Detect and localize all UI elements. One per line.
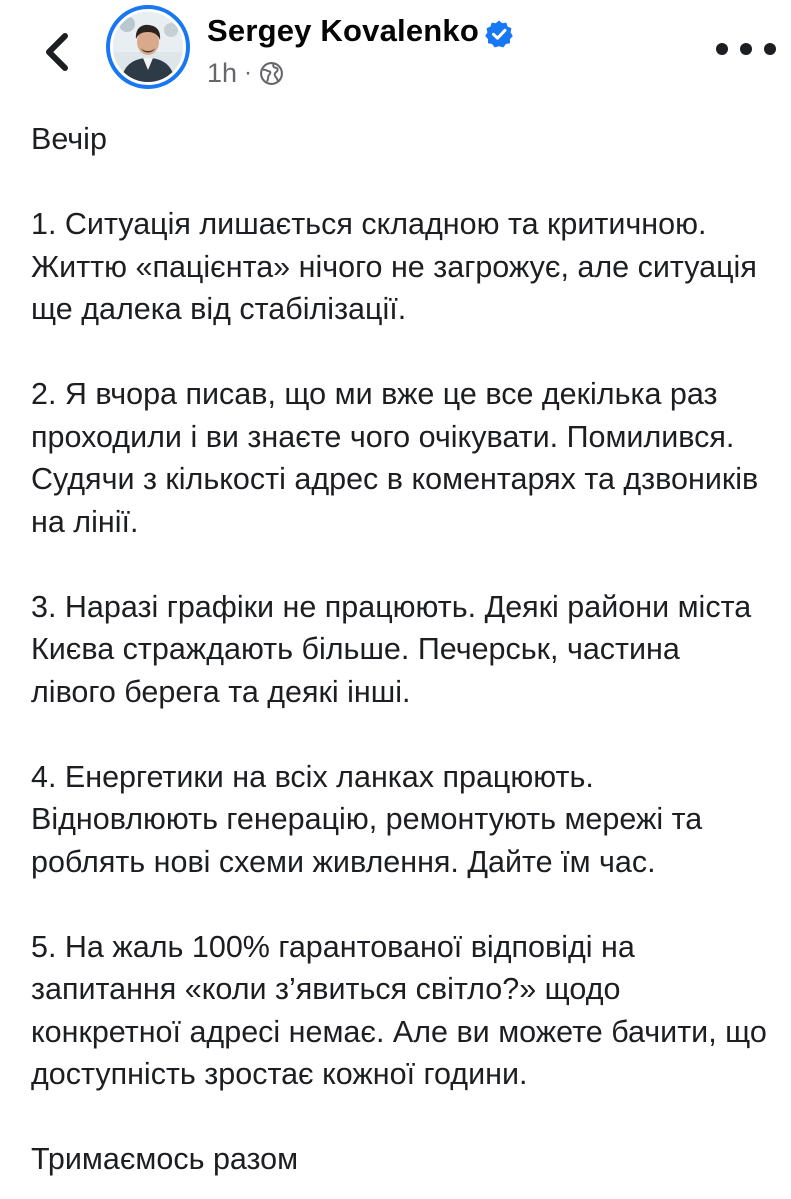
post-paragraph-2: 2. Я вчора писав, що ми вже це все декілька раз проходили і ви знаєте чого очікувати. Помилився. Судячи з кількості адрес в коментарях та дзвоників на лінії. [31,377,759,539]
paragraph-gap [31,713,771,756]
more-horizontal-icon-dot [764,43,776,55]
post-closing: Тримаємось разом [31,1142,299,1176]
paragraph-gap [31,883,771,926]
more-horizontal-icon-dot [740,43,752,55]
paragraph-gap [31,1096,771,1139]
avatar-image [113,12,183,82]
post-paragraph-3: 3. Наразі графіки не працюють. Деякі райони міста Києва страждають більше. Печерськ, частина лівого берега та деякі інші. [31,589,752,709]
chevron-left-icon [38,30,78,74]
paragraph-gap [31,331,771,374]
post-greeting: Вечір [31,122,107,156]
post-meta [207,58,284,88]
post-time[interactable]: 1h [207,57,238,88]
back-button[interactable] [38,30,78,74]
more-options-button[interactable] [716,37,776,61]
meta-separator: · [244,59,253,86]
globe-icon[interactable] [259,61,284,86]
author-avatar[interactable] [106,5,190,89]
verified-badge-icon [484,19,514,49]
paragraph-gap [31,161,771,204]
post-paragraph-1: 1. Ситуація лишається складною та критичною. Життю «пацієнта» нічого не загрожує, але ситуація ще далека від стабілізації. [31,207,757,326]
paragraph-gap [31,543,771,586]
post-text [31,118,771,1181]
author-name[interactable]: Sergey Kovalenko [207,13,479,48]
more-horizontal-icon-dot [716,43,728,55]
post-header [0,0,791,112]
post-paragraph-4: 4. Енергетики на всіх ланках працюють. Відновлюють генерацію, ремонтують мережі та роблять нові схеми живлення. Дайте їм час. [31,759,703,879]
post-paragraph-5: 5. На жаль 100% гарантованої відповіді на запитання «коли з’явиться світло?» щодо конкретної адресі немає. Але ви можете бачити, що доступність зростає кожної години. [31,929,767,1091]
